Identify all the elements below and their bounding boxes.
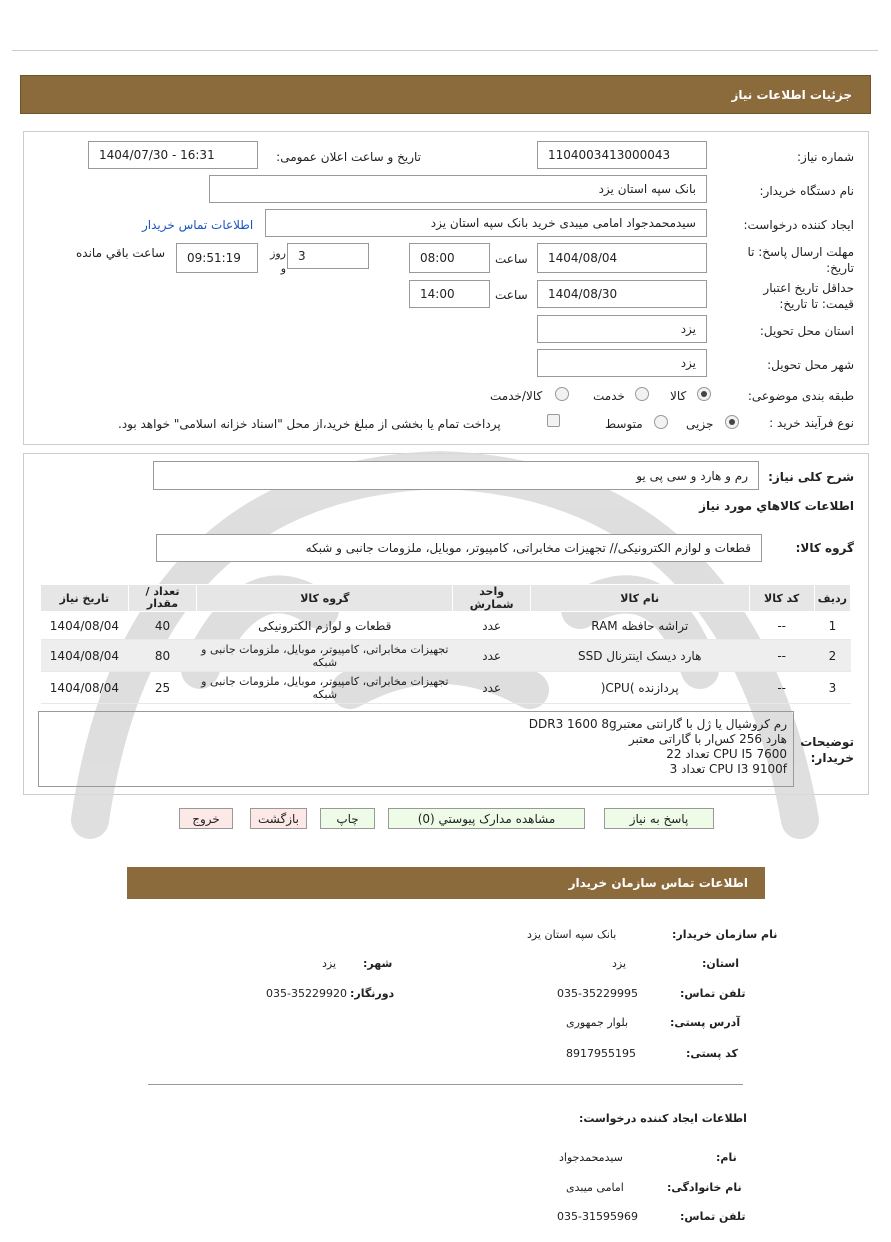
creator-name-label: نام: — [716, 1151, 737, 1164]
col-date: تاریخ نیاز — [41, 585, 129, 612]
cell: 1404/08/04 — [41, 672, 129, 704]
cell: -- — [749, 612, 814, 640]
contact-postal-label: کد پستی: — [686, 1047, 738, 1060]
print-button[interactable]: چاپ — [320, 808, 375, 829]
creator-family-value: امامی میبدی — [566, 1181, 624, 1194]
validity-date-field: 1404/08/30 — [537, 280, 707, 308]
category-goods-label: کالا — [670, 389, 687, 403]
reply-button[interactable]: پاسخ به نیاز — [604, 808, 714, 829]
purchase-minor-label: جزیی — [686, 417, 714, 431]
creator-name-value: سیدمحمدجواد — [559, 1151, 623, 1164]
contact-info-link[interactable]: اطلاعات تماس خریدار — [142, 218, 254, 232]
cell: پردازنده )CPU( — [530, 672, 749, 704]
cell: 40 — [128, 612, 196, 640]
cell: 25 — [128, 672, 196, 704]
back-button[interactable]: بازگشت — [250, 808, 307, 829]
cell: عدد — [453, 672, 530, 704]
contact-address-value: بلوار جمهوری — [566, 1016, 629, 1029]
col-unit: واحد شمارش — [453, 585, 530, 612]
goods-table — [40, 584, 851, 704]
notes-line: هارد 256 کس‌ار با گاراتی معتبر — [628, 732, 787, 746]
cell: -- — [749, 640, 814, 672]
city-field: یزد — [537, 349, 707, 377]
creator-family-label: نام خانوادگی: — [667, 1181, 742, 1194]
category-radio-service[interactable] — [635, 387, 649, 404]
creator-phone-label: تلفن تماس: — [680, 1210, 746, 1223]
contact-section-title: اطلاعات تماس سازمان خریدار — [568, 876, 748, 890]
view-docs-button[interactable]: مشاهده مدارک پیوستي (0) — [388, 808, 585, 829]
goods-table-wrap — [40, 584, 851, 704]
contact-fax-value: 035-35229920 — [266, 987, 347, 1000]
col-row: ردیف — [814, 585, 850, 612]
announce-field: 1404/07/30 - 16:31 — [88, 141, 258, 169]
col-group: گروه کالا — [197, 585, 453, 612]
contact-phone-label: تلفن تماس: — [680, 987, 746, 1000]
purchase-medium-label: متوسط — [605, 417, 643, 431]
col-name: نام کالا — [530, 585, 749, 612]
notes-line: CPU I5 7600 تعداد 22 — [666, 747, 787, 761]
cell: 2 — [814, 640, 850, 672]
page-header — [20, 75, 871, 114]
notes-line: CPU I3 9100f تعداد 3 — [669, 762, 787, 776]
contact-phone-value: 035-35229995 — [557, 987, 638, 1000]
notes-line: رم کروشیال یا ژل با گارانتی معتبرDDR3 1600 8g — [528, 717, 787, 731]
goods-group-field: قطعات و لوازم الکترونیکی// تجهیزات مخابراتی، کامپیوتر، موبایل، ملزومات جانبی و شبکه — [156, 534, 762, 562]
remaining-time-field: 09:51:19 — [176, 243, 258, 273]
purchase-radio-medium[interactable] — [654, 415, 668, 432]
requester-label: ایجاد کننده درخواست: — [743, 218, 854, 232]
exit-button[interactable]: خروج — [179, 808, 233, 829]
validity-time-field: 14:00 — [409, 280, 490, 308]
cell: 1404/08/04 — [41, 612, 129, 640]
contact-divider — [148, 1084, 743, 1085]
need-number-field: 1104003413000043 — [537, 141, 707, 169]
contact-address-label: آدرس پستی: — [670, 1016, 741, 1029]
col-code: کد کالا — [749, 585, 814, 612]
contact-postal-value: 8917955195 — [566, 1047, 636, 1060]
contact-city-value: یزد — [322, 957, 337, 970]
purchase-type-label: نوع فرآیند خرید : — [769, 416, 854, 430]
goods-group-label: گروه کالا: — [795, 541, 854, 555]
reply-time-field: 08:00 — [409, 243, 490, 273]
contact-fax-label: دورنگار: — [350, 987, 395, 1000]
cell: هارد دیسک اینترنال SSD — [530, 640, 749, 672]
cell: قطعات و لوازم الکترونیکی — [197, 612, 453, 640]
cell: -- — [749, 672, 814, 704]
cell: 1 — [814, 612, 850, 640]
table-row — [41, 672, 851, 704]
contact-province-label: استان: — [702, 957, 739, 970]
need-number-label: شماره نیاز: — [797, 150, 854, 164]
province-label: استان محل تحویل: — [759, 324, 854, 338]
buyer-org-field: بانک سپه استان یزد — [209, 175, 707, 203]
category-both-label: کالا/خدمت — [490, 389, 543, 403]
cell: 80 — [128, 640, 196, 672]
summary-label: شرح کلی نیاز: — [768, 470, 854, 484]
cell: عدد — [453, 640, 530, 672]
table-row — [41, 640, 851, 672]
cell: 1404/08/04 — [41, 640, 129, 672]
requester-field: سیدمحمدجواد امامی میبدی خرید بانک سپه استان یزد — [265, 209, 707, 237]
summary-field: رم و هارد و سی پی یو — [153, 461, 759, 490]
contact-city-label: شهر: — [363, 957, 393, 970]
buyer-notes-box — [38, 711, 794, 787]
top-divider — [12, 50, 878, 51]
col-qty: تعداد / مقدار — [128, 585, 196, 612]
reply-deadline-label: مهلت ارسال پاسخ: تا تاریخ: — [747, 245, 854, 275]
table-row — [41, 612, 851, 640]
validity-label: حداقل تاریخ اعتبار قیمت: تا تاریخ: — [763, 281, 854, 311]
days-label: روز و — [270, 247, 286, 275]
contact-org-label: نام سازمان خریدار: — [672, 928, 778, 941]
table-header-row — [41, 585, 851, 612]
days-field: 3 — [287, 243, 369, 269]
announce-label: تاریخ و ساعت اعلان عمومی: — [276, 150, 421, 164]
treasury-note: پرداخت تمام یا بخشی از مبلغ خرید،از محل "اسناد خزانه اسلامی" خواهد بود. — [118, 417, 501, 431]
reply-hour-label: ساعت — [495, 252, 528, 266]
validity-hour-label: ساعت — [495, 288, 528, 302]
page-title: جزئیات اطلاعات نیاز — [731, 88, 852, 102]
province-field: یزد — [537, 315, 707, 343]
cell: تراشه حافظه RAM — [530, 612, 749, 640]
creator-phone-value: 035-31595969 — [557, 1210, 638, 1223]
buyer-notes-label: توضیحات خریدار: — [800, 735, 854, 765]
category-service-label: خدمت — [593, 389, 625, 403]
creator-title: اطلاعات ایجاد کننده درخواست: — [579, 1112, 747, 1125]
contact-province-value: یزد — [612, 957, 627, 970]
category-radio-both[interactable] — [555, 387, 569, 404]
contact-org-value: بانک سپه استان یزد — [527, 928, 617, 941]
remaining-label: ساعت باقي مانده — [76, 246, 166, 260]
cell: 3 — [814, 672, 850, 704]
cell: تجهیزات مخابراتی، کامپیوتر، موبایل، ملزومات جانبی و شبکه — [197, 672, 453, 704]
reply-date-field: 1404/08/04 — [537, 243, 707, 273]
category-radio-goods[interactable] — [697, 387, 711, 404]
category-label: طبقه بندی موضوعی: — [747, 389, 854, 403]
contact-section-header — [127, 867, 765, 899]
purchase-radio-minor[interactable] — [725, 415, 739, 432]
cell: تجهیزات مخابراتی، کامپیوتر، موبایل، ملزومات جانبی و شبکه — [197, 640, 453, 672]
cell: عدد — [453, 612, 530, 640]
buyer-org-label: نام دستگاه خریدار: — [759, 184, 854, 198]
city-label: شهر محل تحویل: — [767, 358, 854, 372]
goods-heading: اطلاعات کالاهاي مورد نياز — [699, 499, 854, 513]
treasury-checkbox[interactable] — [547, 414, 560, 427]
